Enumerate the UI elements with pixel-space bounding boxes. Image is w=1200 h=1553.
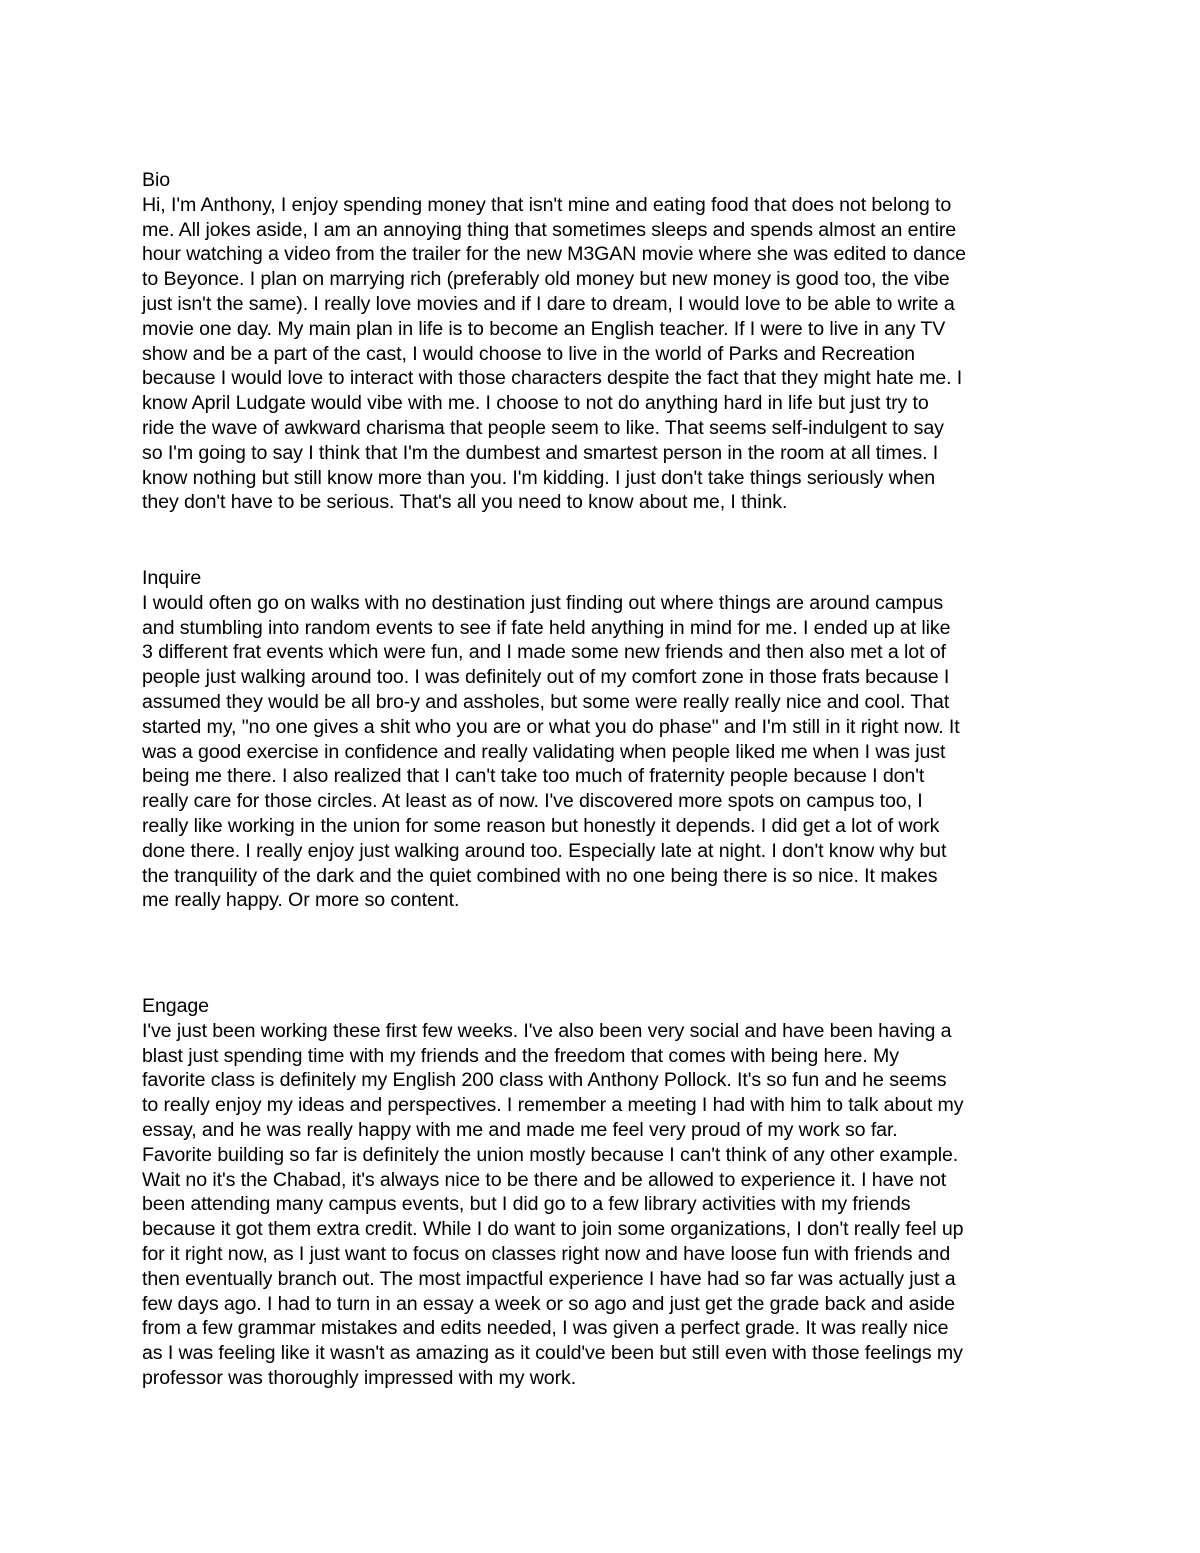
paragraph-line: started my, "no one gives a shit who you are or what you do phase" and I'm still in it right now. It [142, 715, 960, 738]
paragraph-line: been attending many campus events, but I did go to a few library activities with my friends [142, 1193, 911, 1216]
paragraph-line: ride the wave of awkward charisma that people seem to like. That seems self-indulgent to say [142, 416, 944, 439]
paragraph-line: movie one day. My main plan in life is to become an English teacher. If I were to live in any TV [142, 317, 946, 340]
paragraph-line: was a good exercise in confidence and really validating when people liked me when I was just [142, 740, 946, 763]
paragraph-line: people just walking around too. I was definitely out of my comfort zone in those frats because I [142, 666, 950, 689]
paragraph-line: show and be a part of the cast, I would choose to live in the world of Parks and Recreation [142, 342, 915, 365]
paragraph-line: Hi, I'm Anthony, I enjoy spending money that isn't mine and eating food that does not belong to [142, 193, 952, 216]
paragraph-line: just isn't the same). I really love movies and if I dare to dream, I would love to be able to write a [142, 292, 955, 315]
paragraph-line: and stumbling into random events to see if fate held anything in mind for me. I ended up at like [142, 616, 951, 639]
paragraph-line: being me there. I also realized that I can't take too much of fraternity people because I don't [142, 765, 925, 788]
paragraph-line: I've just been working these first few weeks. I've also been very social and have been having a [142, 1019, 952, 1042]
section-inquire [142, 566, 1064, 913]
section-heading: Engage [142, 995, 209, 1017]
paragraph-line: few days ago. I had to turn in an essay a week or so ago and just get the grade back and aside [142, 1292, 955, 1315]
section-engage [142, 994, 1064, 1391]
paragraph-line: for it right now, as I just want to focus on classes right now and have loose fun with friends and [142, 1242, 951, 1265]
paragraph-line: as I was feeling like it wasn't as amazing as it could've been but still even with those feelings my [142, 1342, 963, 1365]
paragraph-line: done there. I really enjoy just walking around too. Especially late at night. I don't know why but [142, 839, 947, 862]
paragraph-line: the tranquility of the dark and the quiet combined with no one being there is so nice. It makes [142, 864, 938, 887]
paragraph-line: know April Ludgate would vibe with me. I choose to not do anything hard in life but just try to [142, 392, 929, 415]
paragraph-line: to really enjoy my ideas and perspectives. I remember a meeting I had with him to talk about my [142, 1094, 964, 1117]
section-heading: Bio [142, 169, 171, 191]
paragraph-line: blast just spending time with my friends and the freedom that comes with being here. My [142, 1044, 899, 1067]
paragraph-line: favorite class is definitely my English 200 class with Anthony Pollock. It's so fun and he seems [142, 1069, 947, 1092]
paragraph-line: because I would love to interact with those characters despite the fact that they might hate me. I [142, 367, 963, 390]
paragraph-line: professor was thoroughly impressed with my work. [142, 1366, 577, 1389]
paragraph-line: really like working in the union for some reason but honestly it depends. I did get a lot of work [142, 814, 940, 837]
paragraph-line: 3 different frat events which were fun, and I made some new friends and then also met a lot of [142, 641, 946, 664]
paragraph-line: I would often go on walks with no destination just finding out where things are around campus [142, 591, 944, 614]
paragraph-line: Wait no it's the Chabad, it's always nice to be there and be allowed to experience it. I have not [142, 1168, 947, 1191]
paragraph-line: really care for those circles. At least as of now. I've discovered more spots on campus too, I [142, 790, 923, 813]
paragraph-line: from a few grammar mistakes and edits needed, I was given a perfect grade. It was really nice [142, 1317, 949, 1340]
paragraph-line: because it got them extra credit. While I do want to join some organizations, I don't really feel up [142, 1218, 964, 1241]
section-heading: Inquire [142, 567, 202, 589]
paragraph-line: Favorite building so far is definitely the union mostly because I can't think of any other example. [142, 1143, 959, 1166]
paragraph-line: assumed they would be all bro-y and assholes, but some were really really nice and cool. That [142, 690, 950, 713]
paragraph-line: hour watching a video from the trailer for the new M3GAN movie where she was edited to dance [142, 243, 966, 266]
paragraph-line: they don't have to be serious. That's all you need to know about me, I think. [142, 491, 788, 514]
paragraph-line: me. All jokes aside, I am an annoying thing that sometimes sleeps and spends almost an entire [142, 218, 957, 241]
paragraph-line: so I'm going to say I think that I'm the dumbest and smartest person in the room at all times. I [142, 441, 939, 464]
paragraph-line: me really happy. Or more so content. [142, 889, 460, 912]
paragraph-line: know nothing but still know more than you. I'm kidding. I just don't take things seriously when [142, 466, 936, 489]
paragraph-line: essay, and he was really happy with me and made me feel very proud of my work so far. [142, 1118, 898, 1141]
paragraph-line: to Beyonce. I plan on marrying rich (preferably old money but new money is good too, the vibe [142, 268, 950, 291]
section-bio [142, 168, 1064, 515]
paragraph-line: then eventually branch out. The most impactful experience I have had so far was actually just a [142, 1267, 956, 1290]
